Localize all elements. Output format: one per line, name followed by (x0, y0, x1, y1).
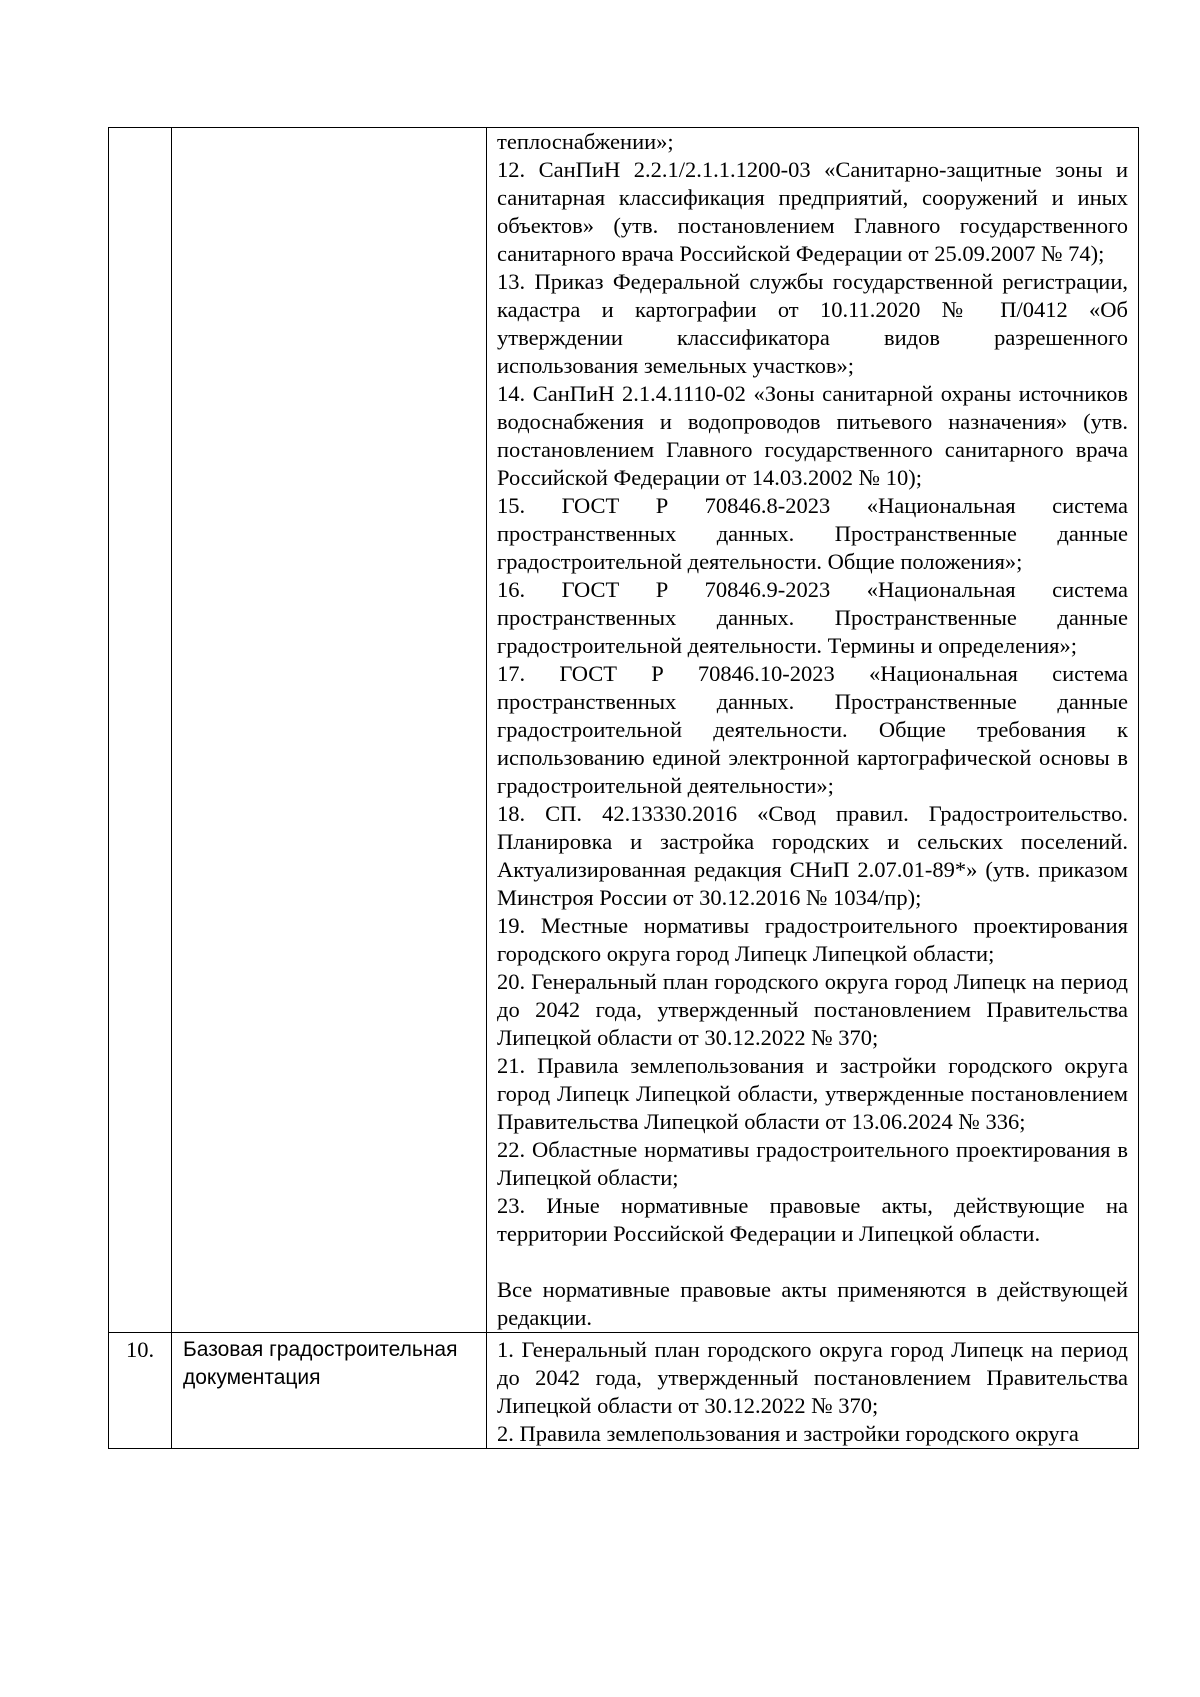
row-number-cell (109, 1333, 172, 1449)
list-item: 2. Правила землепользования и застройки городского округа (497, 1421, 1079, 1446)
row-content-cell (487, 1333, 1139, 1449)
list-item: 18. СП. 42.13330.2016 «Свод правил. Градостроительство. Планировка и застройка городских и сельских поселений. Актуализированная редакция СНиП 2.07.01-89*» (утв. приказом Минстроя России от 30.12.2016 № 1034/пр); (497, 801, 1128, 910)
list-item: 15. ГОСТ Р 70846.8-2023 «Национальная система пространственных данных. Пространственные данные градостроительной деятельности. Общие положения»; (497, 493, 1128, 574)
paragraph-list (497, 1336, 1128, 1448)
paragraph-list (497, 128, 1128, 1248)
list-item: 17. ГОСТ Р 70846.10-2023 «Национальная система пространственных данных. Пространственные данные градостроительной деятельности. Общие требования к использованию единой электронной картографической основы в градостроительной деятельности»; (497, 661, 1128, 798)
requirements-table (108, 127, 1139, 1449)
list-item: 14. СанПиН 2.1.4.1110-02 «Зоны санитарной охраны источников водоснабжения и водопроводов питьевого назначения» (утв. постановлением Главного государственного санитарного врача Российской Федерации от 14.03.2002 № 10); (497, 381, 1128, 490)
row-number-cell (109, 128, 172, 1333)
row-name: Базовая градостроительная документация (183, 1338, 458, 1389)
list-item: 19. Местные нормативы градостроительного проектирования городского округа город Липецк Липецкой области; (497, 913, 1128, 966)
row-name-cell (172, 128, 487, 1333)
row-content-cell (487, 128, 1139, 1333)
paragraph-spacer (497, 1248, 1128, 1276)
list-item: 20. Генеральный план городского округа город Липецк на период до 2042 года, утвержденный постановлением Правительства Липецкой области от 30.12.2022 № 370; (497, 969, 1128, 1050)
list-item: 21. Правила землепользования и застройки городского округа город Липецк Липецкой области, утвержденные постановлением Правительства Липецкой области от 13.06.2024 № 336; (497, 1053, 1128, 1134)
list-item: 16. ГОСТ Р 70846.9-2023 «Национальная система пространственных данных. Пространственные данные градостроительной деятельности. Термины и определения»; (497, 577, 1128, 658)
table-row (109, 1333, 1139, 1449)
table-row (109, 128, 1139, 1333)
row-name-cell (172, 1333, 487, 1449)
closing-paragraph: Все нормативные правовые акты применяются в действующей редакции. (497, 1277, 1128, 1330)
list-item: 22. Областные нормативы градостроительного проектирования в Липецкой области; (497, 1137, 1128, 1190)
list-item: 12. СанПиН 2.2.1/2.1.1.1200-03 «Санитарно-защитные зоны и санитарная классификация предприятий, сооружений и иных объектов» (утв. постановлением Главного государственного санитарного врача Российской Федерации от 25.09.2007 № 74); (497, 157, 1128, 266)
list-item: теплоснабжении»; (497, 129, 674, 154)
list-item: 1. Генеральный план городского округа город Липецк на период до 2042 года, утвержденный постановлением Правительства Липецкой области от 30.12.2022 № 370; (497, 1337, 1128, 1418)
row-number: 10. (125, 1337, 155, 1362)
list-item: 23. Иные нормативные правовые акты, действующие на территории Российской Федерации и Липецкой области. (497, 1193, 1128, 1246)
list-item: 13. Приказ Федеральной службы государственной регистрации, кадастра и картографии от 10.11.2020 № П/0412 «Об утверждении классификатора видов разрешенного использования земельных участков»; (497, 269, 1128, 378)
